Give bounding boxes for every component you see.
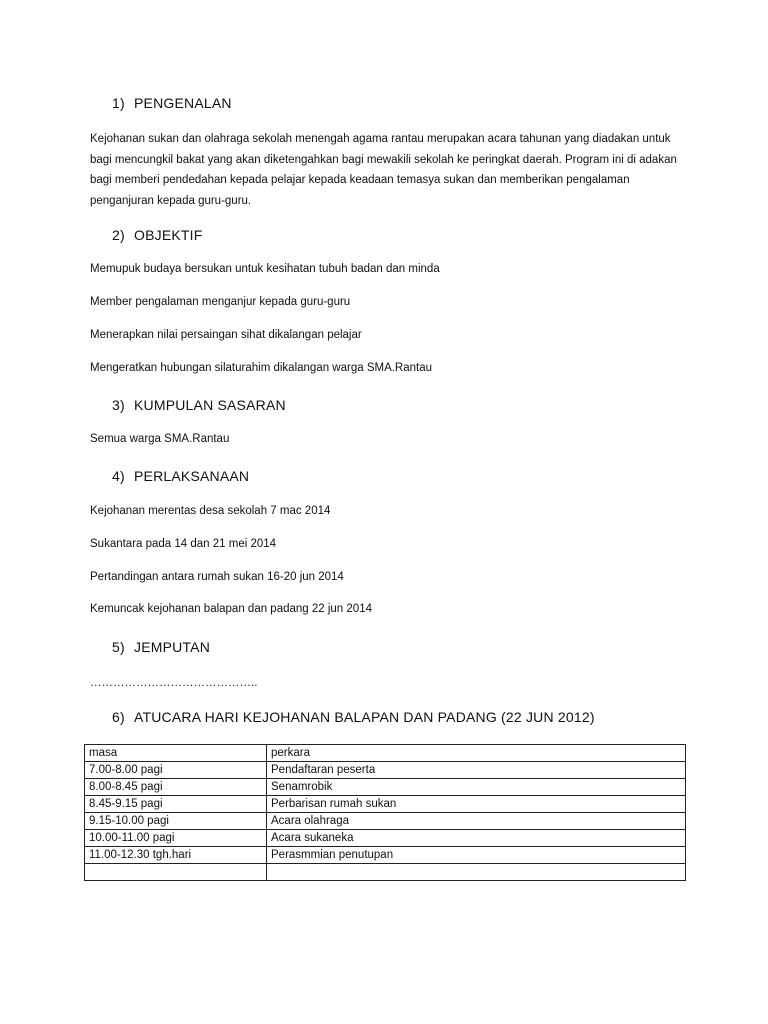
- header-masa: masa: [85, 745, 267, 762]
- section-heading-atucara: [112, 709, 595, 725]
- cell-masa: 11.00-12.30 tgh.hari: [85, 847, 267, 864]
- section-number: 5): [112, 639, 125, 655]
- cell-masa: [85, 864, 267, 881]
- section-number: 3): [112, 397, 125, 413]
- cell-perkara: Perbarisan rumah sukan: [267, 796, 686, 813]
- cell-perkara: [267, 864, 686, 881]
- cell-perkara: Acara sukaneka: [267, 830, 686, 847]
- section-title: OBJEKTIF: [134, 227, 203, 243]
- objektif-item: Memupuk budaya bersukan untuk kesihatan tubuh badan dan minda: [90, 263, 440, 275]
- section-heading-jemputan: [112, 639, 210, 655]
- section-title: PENGENALAN: [134, 95, 232, 111]
- cell-masa: 7.00-8.00 pagi: [85, 762, 267, 779]
- section-title: PERLAKSANAAN: [134, 468, 250, 484]
- cell-masa: 9.15-10.00 pagi: [85, 813, 267, 830]
- table-row: [85, 847, 686, 864]
- cell-perkara: Perasmmian penutupan: [267, 847, 686, 864]
- section-number: 2): [112, 227, 125, 243]
- cell-perkara: Senamrobik: [267, 779, 686, 796]
- table-row: [85, 796, 686, 813]
- sasaran-item: Semua warga SMA.Rantau: [90, 433, 230, 445]
- section-title: KUMPULAN SASARAN: [134, 397, 286, 413]
- table-row: [85, 830, 686, 847]
- section-title: JEMPUTAN: [134, 639, 211, 655]
- section-heading-objektif: [112, 227, 203, 243]
- cell-masa: 8.00-8.45 pagi: [85, 779, 267, 796]
- cell-masa: 10.00-11.00 pagi: [85, 830, 267, 847]
- objektif-item: Member pengalaman menganjur kepada guru-guru: [90, 296, 351, 308]
- table-header-row: [85, 745, 686, 762]
- schedule-table: [84, 744, 686, 881]
- perlaksanaan-item: Kemuncak kejohanan balapan dan padang 22 jun 2014: [90, 603, 372, 615]
- section-heading-pengenalan: [112, 95, 232, 111]
- cell-perkara: Pendaftaran peserta: [267, 762, 686, 779]
- perlaksanaan-item: Sukantara pada 14 dan 21 mei 2014: [90, 538, 277, 550]
- section-heading-kumpulan-sasaran: [112, 397, 286, 413]
- cell-masa: 8.45-9.15 pagi: [85, 796, 267, 813]
- table-row: [85, 762, 686, 779]
- pengenalan-paragraph: Kejohanan sukan dan olahraga sekolah menengah agama rantau merupakan acara tahunan yang diadakan untuk bagi mencungkil bakat yang akan diketengahkan bagi mewakili sekolah ke peringkat daerah. Program ini di adakan bagi memberi pendedahan kepada pelajar kepada keadaan temasya sukan dan memberikan pengalaman penganjuran kepada guru-guru.: [90, 133, 677, 207]
- section-title: ATUCARA HARI KEJOHANAN BALAPAN DAN PADANG (22 JUN 2012): [134, 709, 595, 725]
- perlaksanaan-item: Pertandingan antara rumah sukan 16-20 jun 2014: [90, 571, 344, 583]
- objektif-item: Mengeratkan hubungan silaturahim dikalangan warga SMA.Rantau: [90, 362, 433, 374]
- section-heading-perlaksanaan: [112, 468, 249, 484]
- header-perkara: perkara: [267, 745, 686, 762]
- table-row: [85, 813, 686, 830]
- table-row: [85, 779, 686, 796]
- jemputan-placeholder: ……………………………………..: [90, 677, 258, 689]
- section-number: 4): [112, 468, 125, 484]
- perlaksanaan-item: Kejohanan merentas desa sekolah 7 mac 2014: [90, 505, 331, 517]
- table-row-empty: [85, 864, 686, 881]
- cell-perkara: Acara olahraga: [267, 813, 686, 830]
- section-number: 6): [112, 709, 125, 725]
- objektif-item: Menerapkan nilai persaingan sihat dikalangan pelajar: [90, 329, 362, 341]
- section-number: 1): [112, 95, 125, 111]
